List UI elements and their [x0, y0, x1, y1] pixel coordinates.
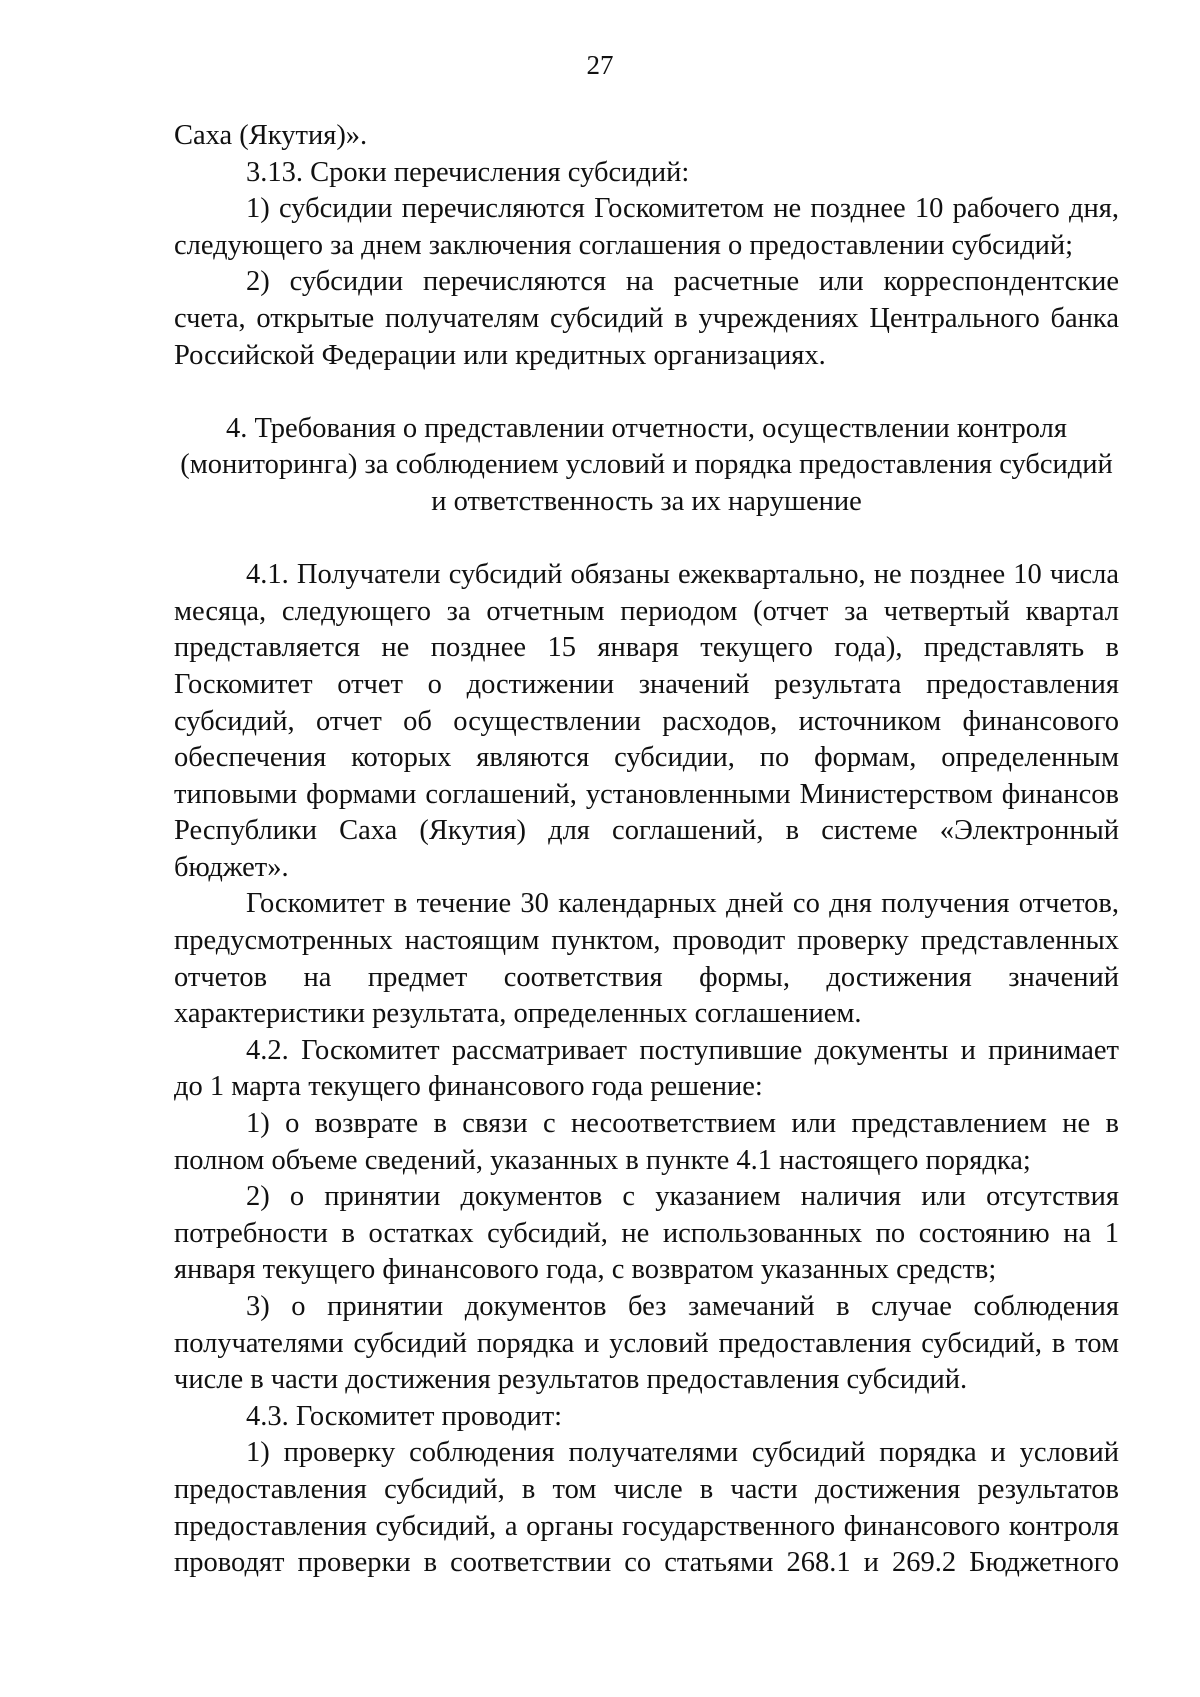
section-4-heading-line-1: 4. Требования о представлении отчетности, осуществлении контроля	[225, 412, 1067, 444]
paragraph-3-13-title: 3.13. Сроки перечисления субсидий:	[246, 156, 690, 188]
paragraph-continuation: Саха (Якутия)».	[174, 120, 368, 151]
paragraph-4-3-item-1: 1) проверку соблюдения получателями субсидий порядка и условий предоставления субсидий, в том числе в части достижения результатов предоставления субсидий, а органы государственного финансового контроля проводят проверки в соответствии со статьями 268.1 и 269.2 Бюджетного	[174, 1437, 1119, 1579]
paragraph-4-3: 4.3. Госкомитет проводит:	[246, 1400, 563, 1432]
paragraph-4-2-item-2: 2) о принятии документов с указанием наличия или отсутствия потребности в остатках субсидий, не использованных по состоянию на 1 января текущего финансового года, с возвратом указанных средств;	[174, 1181, 1119, 1286]
page-number: 27	[586, 50, 614, 80]
paragraph-3-13-item-1: 1) субсидии перечисляются Госкомитетом не позднее 10 рабочего дня, следующего за днем заключения соглашения о предоставлении субсидий;	[174, 193, 1119, 261]
section-4-heading-line-3: и ответственность за их нарушение	[431, 485, 862, 517]
paragraph-4-2-item-3: 3) о принятии документов без замечаний в случае соблюдения получателями субсидий порядка и условий предоставления субсидий, в том числе в части достижения результатов предоставления субсидий.	[174, 1291, 1119, 1396]
section-4-heading	[174, 411, 1119, 521]
document-body	[174, 118, 1119, 1582]
paragraph-4-1-review: Госкомитет в течение 30 календарных дней со дня получения отчетов, предусмотренных настоящим пунктом, проводит проверку представленных отчетов на предмет соответствия формы, достижения значений характеристики результата, определенных соглашением.	[174, 888, 1119, 1030]
paragraph-3-13-item-2: 2) субсидии перечисляются на расчетные или корреспондентские счета, открытые получателям субсидий в учреждениях Центрального банка Российской Федерации или кредитных организациях.	[174, 266, 1119, 371]
paragraph-4-2-item-1: 1) о возврате в связи с несоответствием или представлением не в полном объеме сведений, указанных в пункте 4.1 настоящего порядка;	[174, 1108, 1119, 1176]
paragraph-4-1: 4.1. Получатели субсидий обязаны ежеквартально, не позднее 10 числа месяца, следующего за отчетным периодом (отчет за четвертый квартал представляется не позднее 15 января текущего года), представлять в Госкомитет отчет о достижении значений результата предоставления субсидий, отчет об осуществлении расходов, источником финансового обеспечения которых являются субсидии, по формам, определенным типовыми формами соглашений, установленными Министерством финансов Республики Саха (Якутия) для соглашений, в системе «Электронный бюджет».	[174, 559, 1119, 883]
paragraph-4-2: 4.2. Госкомитет рассматривает поступившие документы и принимает до 1 марта текущего финансового года решение:	[174, 1034, 1119, 1103]
section-4-heading-line-2: (мониторинга) за соблюдением условий и порядка предоставления субсидий	[180, 449, 1113, 481]
